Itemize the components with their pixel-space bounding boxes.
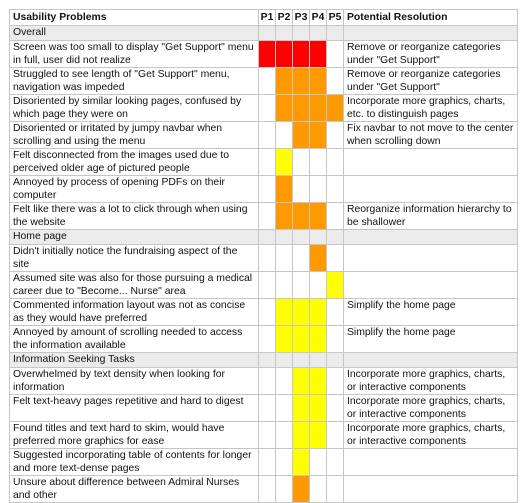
- section-row: [10, 26, 518, 41]
- section-cell: [293, 353, 310, 368]
- table-row: [10, 122, 518, 149]
- participant-p5-cell: [327, 326, 344, 353]
- participant-p3-cell: [293, 68, 310, 95]
- participant-p3-cell: [293, 149, 310, 176]
- table-row: [10, 176, 518, 203]
- participant-p1-cell: [259, 449, 276, 476]
- table-row: [10, 95, 518, 122]
- table-row: [10, 326, 518, 353]
- participant-p2-cell: [276, 422, 293, 449]
- table-row: [10, 476, 518, 503]
- header-usability-problems: Usability Problems: [10, 10, 259, 26]
- section-cell: [310, 26, 327, 41]
- participant-p1-cell: [259, 68, 276, 95]
- participant-p4-cell: [310, 245, 327, 272]
- participant-p1-cell: [259, 395, 276, 422]
- participant-p3-cell: [293, 203, 310, 230]
- participant-p1-cell: [259, 368, 276, 395]
- participant-p5-cell: [327, 272, 344, 299]
- participant-p2-cell: [276, 245, 293, 272]
- participant-p2-cell: [276, 149, 293, 176]
- problem-cell: Unsure about difference between Admiral Nurses and other: [10, 476, 259, 503]
- participant-p3-cell: [293, 272, 310, 299]
- participant-p2-cell: [276, 122, 293, 149]
- participant-p2-cell: [276, 68, 293, 95]
- section-title: Information Seeking Tasks: [10, 353, 259, 368]
- participant-p3-cell: [293, 326, 310, 353]
- problem-cell: Overwhelmed by text density when looking for information: [10, 368, 259, 395]
- participant-p3-cell: [293, 122, 310, 149]
- header-row: [10, 10, 518, 26]
- participant-p1-cell: [259, 149, 276, 176]
- participant-p1-cell: [259, 41, 276, 68]
- participant-p3-cell: [293, 422, 310, 449]
- resolution-cell: Fix navbar to not move to the center when scrolling down: [344, 122, 518, 149]
- problem-cell: Felt text-heavy pages repetitive and hard to digest: [10, 395, 259, 422]
- table-row: [10, 41, 518, 68]
- section-cell: [259, 353, 276, 368]
- problem-cell: Felt like there was a lot to click through when using the website: [10, 203, 259, 230]
- participant-p3-cell: [293, 41, 310, 68]
- section-cell: [276, 353, 293, 368]
- header-p1: P1: [259, 10, 276, 26]
- participant-p1-cell: [259, 245, 276, 272]
- resolution-cell: [344, 149, 518, 176]
- participant-p4-cell: [310, 422, 327, 449]
- participant-p5-cell: [327, 95, 344, 122]
- section-cell: [259, 26, 276, 41]
- section-cell: [310, 353, 327, 368]
- table-row: [10, 299, 518, 326]
- table-row: [10, 272, 518, 299]
- participant-p1-cell: [259, 203, 276, 230]
- participant-p5-cell: [327, 476, 344, 503]
- participant-p4-cell: [310, 449, 327, 476]
- participant-p2-cell: [276, 368, 293, 395]
- participant-p2-cell: [276, 476, 293, 503]
- resolution-cell: Simplify the home page: [344, 326, 518, 353]
- participant-p5-cell: [327, 449, 344, 476]
- participant-p4-cell: [310, 149, 327, 176]
- participant-p5-cell: [327, 299, 344, 326]
- section-title: Overall: [10, 26, 259, 41]
- section-cell: [293, 26, 310, 41]
- participant-p5-cell: [327, 395, 344, 422]
- participant-p1-cell: [259, 272, 276, 299]
- section-row: [10, 230, 518, 245]
- resolution-cell: [344, 272, 518, 299]
- resolution-cell: Simplify the home page: [344, 299, 518, 326]
- problem-cell: Didn't initially notice the fundraising aspect of the site: [10, 245, 259, 272]
- section-cell: [293, 230, 310, 245]
- participant-p2-cell: [276, 41, 293, 68]
- participant-p1-cell: [259, 299, 276, 326]
- participant-p2-cell: [276, 299, 293, 326]
- participant-p2-cell: [276, 272, 293, 299]
- participant-p4-cell: [310, 203, 327, 230]
- section-cell: [327, 230, 344, 245]
- resolution-cell: Remove or reorganize categories under "Get Support": [344, 68, 518, 95]
- participant-p5-cell: [327, 68, 344, 95]
- resolution-cell: Reorganize information hierarchy to be shallower: [344, 203, 518, 230]
- participant-p3-cell: [293, 299, 310, 326]
- resolution-cell: [344, 476, 518, 503]
- table-row: [10, 449, 518, 476]
- section-cell: [259, 230, 276, 245]
- participant-p2-cell: [276, 395, 293, 422]
- participant-p5-cell: [327, 368, 344, 395]
- problem-cell: Commented information layout was not as concise as they would have preferred: [10, 299, 259, 326]
- participant-p4-cell: [310, 41, 327, 68]
- section-cell: [310, 230, 327, 245]
- section-cell: [276, 230, 293, 245]
- resolution-cell: [344, 176, 518, 203]
- resolution-cell: [344, 245, 518, 272]
- resolution-cell: Incorporate more graphics, charts, or interactive components: [344, 368, 518, 395]
- table-row: [10, 68, 518, 95]
- header-potential-resolution: Potential Resolution: [344, 10, 518, 26]
- resolution-cell: Incorporate more graphics, charts, or interactive components: [344, 395, 518, 422]
- table-row: [10, 203, 518, 230]
- participant-p3-cell: [293, 395, 310, 422]
- resolution-cell: Remove or reorganize categories under "Get Support": [344, 41, 518, 68]
- table-row: [10, 149, 518, 176]
- participant-p4-cell: [310, 299, 327, 326]
- problem-cell: Disoriented or irritated by jumpy navbar when scrolling and using the menu: [10, 122, 259, 149]
- problem-cell: Screen was too small to display "Get Support" menu in full, user did not realize: [10, 41, 259, 68]
- participant-p4-cell: [310, 272, 327, 299]
- participant-p1-cell: [259, 422, 276, 449]
- resolution-cell: Incorporate more graphics, charts, etc. to distinguish pages: [344, 95, 518, 122]
- section-row: [10, 353, 518, 368]
- header-p5: P5: [327, 10, 344, 26]
- participant-p4-cell: [310, 176, 327, 203]
- table-row: [10, 395, 518, 422]
- problem-cell: Annoyed by process of opening PDFs on their computer: [10, 176, 259, 203]
- participant-p2-cell: [276, 326, 293, 353]
- participant-p5-cell: [327, 122, 344, 149]
- table-row: [10, 368, 518, 395]
- participant-p1-cell: [259, 176, 276, 203]
- participant-p3-cell: [293, 368, 310, 395]
- resolution-cell: [344, 449, 518, 476]
- participant-p5-cell: [327, 149, 344, 176]
- table-row: [10, 245, 518, 272]
- usability-problems-table: [9, 9, 518, 503]
- participant-p5-cell: [327, 203, 344, 230]
- header-p2: P2: [276, 10, 293, 26]
- problem-cell: Annoyed by amount of scrolling needed to access the information available: [10, 326, 259, 353]
- participant-p4-cell: [310, 368, 327, 395]
- header-p3: P3: [293, 10, 310, 26]
- participant-p3-cell: [293, 95, 310, 122]
- section-cell: [327, 353, 344, 368]
- section-cell: [344, 230, 518, 245]
- participant-p2-cell: [276, 95, 293, 122]
- problem-cell: Struggled to see length of "Get Support" menu, navigation was impeded: [10, 68, 259, 95]
- participant-p1-cell: [259, 122, 276, 149]
- problem-cell: Disoriented by similar looking pages, confused by which page they were on: [10, 95, 259, 122]
- participant-p4-cell: [310, 476, 327, 503]
- participant-p2-cell: [276, 449, 293, 476]
- participant-p3-cell: [293, 245, 310, 272]
- section-cell: [344, 353, 518, 368]
- problem-cell: Felt disconnected from the images used due to perceived older age of pictured people: [10, 149, 259, 176]
- participant-p4-cell: [310, 122, 327, 149]
- participant-p3-cell: [293, 449, 310, 476]
- section-cell: [344, 26, 518, 41]
- participant-p5-cell: [327, 41, 344, 68]
- problem-cell: Assumed site was also for those pursuing a medical career due to "Become... Nurse" area: [10, 272, 259, 299]
- section-cell: [276, 26, 293, 41]
- participant-p3-cell: [293, 476, 310, 503]
- problem-cell: Found titles and text hard to skim, would have preferred more graphics for ease: [10, 422, 259, 449]
- problem-cell: Suggested incorporating table of contents for longer and more text-dense pages: [10, 449, 259, 476]
- participant-p4-cell: [310, 95, 327, 122]
- header-p4: P4: [310, 10, 327, 26]
- participant-p1-cell: [259, 326, 276, 353]
- participant-p1-cell: [259, 95, 276, 122]
- participant-p2-cell: [276, 176, 293, 203]
- participant-p2-cell: [276, 203, 293, 230]
- participant-p3-cell: [293, 176, 310, 203]
- participant-p1-cell: [259, 476, 276, 503]
- section-title: Home page: [10, 230, 259, 245]
- participant-p5-cell: [327, 176, 344, 203]
- section-cell: [327, 26, 344, 41]
- resolution-cell: Incorporate more graphics, charts, or interactive components: [344, 422, 518, 449]
- participant-p5-cell: [327, 422, 344, 449]
- participant-p4-cell: [310, 68, 327, 95]
- participant-p4-cell: [310, 326, 327, 353]
- table-row: [10, 422, 518, 449]
- participant-p4-cell: [310, 395, 327, 422]
- participant-p5-cell: [327, 245, 344, 272]
